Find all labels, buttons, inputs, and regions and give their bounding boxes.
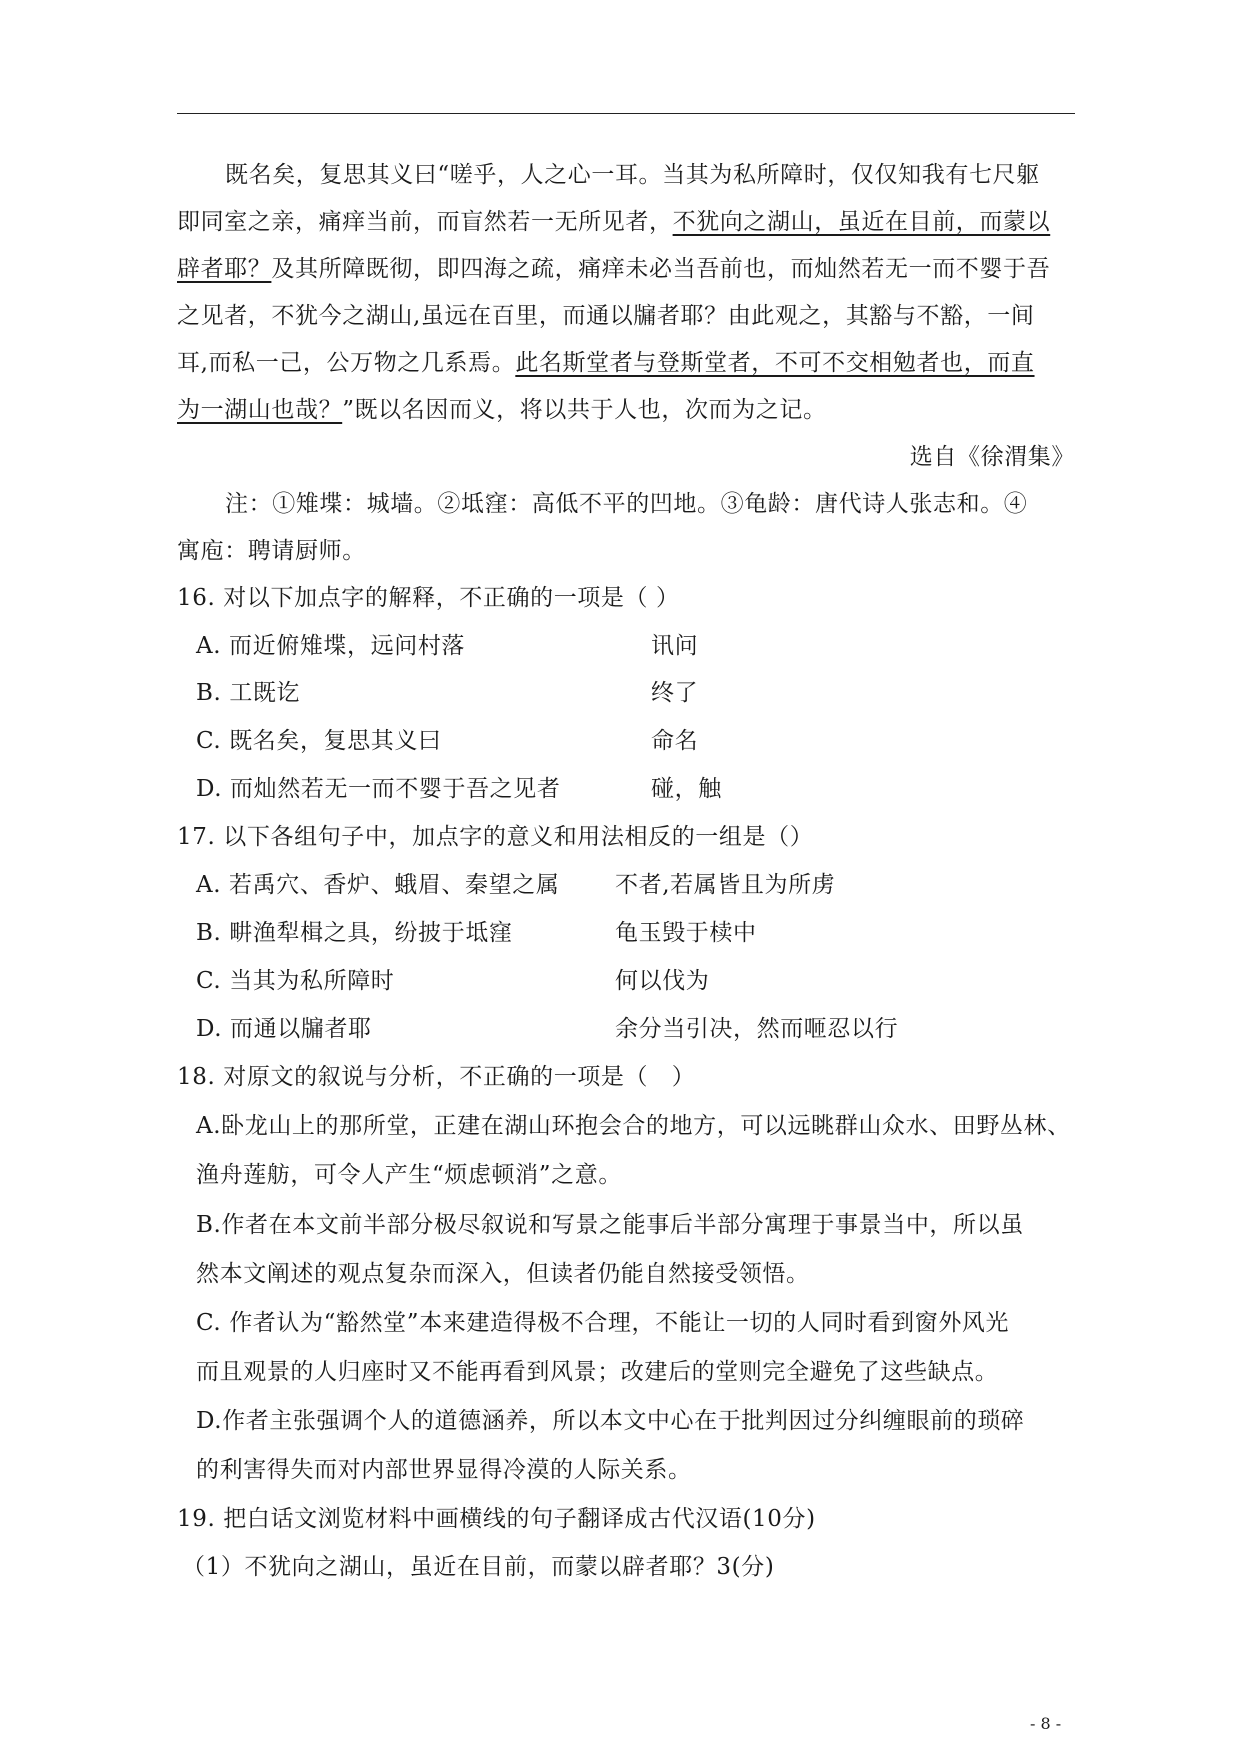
passage-text: 耳,而私一己，公万物之几系焉。 — [177, 350, 516, 376]
q18-option-b-line-1: B.作者在本文前半部分极尽叙说和写景之能事后半部分寓理于事景当中，所以虽 — [196, 1212, 1024, 1238]
question-19-sub-1: （1）不犹向之湖山，虽近在目前，而蒙以辟者耶？3(分) — [182, 1554, 775, 1580]
q17-option-c: C. 当其为私所障时 — [196, 968, 395, 994]
question-19-stem: 19. 把白话文浏览材料中画横线的句子翻译成古代汉语(10分) — [177, 1506, 816, 1532]
passage-line-6 — [177, 395, 1075, 425]
question-17-stem: 17. 以下各组句子中，加点字的意义和用法相反的一组是（） — [177, 824, 814, 850]
passage-line-4: 之见者，不犹今之湖山,虽远在百里，而通以牖者耶？由此观之，其豁与不豁，一间 — [177, 303, 1035, 329]
question-18-stem: 18. 对原文的叙说与分析，不正确的一项是（ ） — [177, 1064, 696, 1090]
passage-text: ”既以名因而义，将以共于人也，次而为之记。 — [342, 397, 827, 423]
underlined-sentence-1: 不犹向之湖山，虽近在目前，而蒙以 — [672, 209, 1051, 235]
q16-option-d: D. 而灿然若无一而不婴于吾之见者 — [196, 776, 561, 802]
q18-option-c-line-2: 而且观景的人归座时又不能再看到风景；改建后的堂则完全避免了这些缺点。 — [196, 1359, 999, 1385]
q17-option-b: B. 畊渔犁楫之具，纷披于坻窪 — [196, 920, 513, 946]
page-number: - 8 - — [1030, 1714, 1062, 1733]
q18-option-b-line-2: 然本文阐述的观点复杂而深入，但读者仍能自然接受领悟。 — [196, 1261, 810, 1287]
q17-option-c-pair: 何以伐为 — [615, 968, 710, 994]
q18-option-c-line-1: C. 作者认为“豁然堂”本来建造得极不合理，不能让一切的人同时看到窗外风光 — [196, 1310, 1010, 1336]
q16-option-c: C. 既名矣，复思其义曰 — [196, 728, 442, 754]
passage-text: 即同室之亲，痛痒当前，而盲然若一无所见者， — [177, 209, 673, 235]
q16-option-a: A. 而近俯雉堞，远问村落 — [196, 633, 466, 659]
q18-option-d-line-2: 的利害得失而对内部世界显得冷漠的人际关系。 — [196, 1457, 692, 1483]
q17-option-d: D. 而通以牖者耶 — [196, 1016, 372, 1042]
source-citation: 选自《徐渭集》 — [909, 444, 1075, 470]
q17-option-b-pair: 龟玉毁于椟中 — [615, 920, 757, 946]
q16-option-b: B. 工既讫 — [196, 680, 301, 706]
q17-option-d-pair: 余分当引决，然而咂忍以行 — [615, 1016, 899, 1042]
underlined-sentence-1-end: 辟者耶？ — [177, 256, 272, 282]
note-line-2: 寓庖：聘请厨师。 — [177, 538, 366, 564]
question-16-stem: 16. 对以下加点字的解释，不正确的一项是（ ） — [177, 585, 680, 611]
passage-line-5 — [177, 348, 1075, 378]
passage-line-3 — [177, 254, 1075, 284]
q17-option-a: A. 若禹穴、香炉、蛾眉、秦望之属 — [196, 872, 560, 898]
q16-option-d-gloss: 碰，触 — [651, 776, 722, 802]
q16-option-a-gloss: 讯问 — [651, 633, 699, 659]
q17-option-a-pair: 不者,若属皆且为所虏 — [615, 872, 836, 898]
q18-option-a-line-1: A.卧龙山上的那所堂，正建在湖山环抱会合的地方，可以远眺群山众水、田野丛林、 — [196, 1113, 1071, 1139]
underlined-sentence-2: 此名斯堂者与登斯堂者，不可不交相勉者也，而直 — [515, 350, 1035, 376]
q16-option-b-gloss: 终了 — [651, 680, 699, 706]
header-rule — [177, 113, 1075, 114]
passage-line-1: 既名矣，复思其义曰“嗟乎，人之心一耳。当其为私所障时，仅仅知我有七尺躯 — [225, 162, 1040, 188]
note-line-1: 注：①雉堞：城墙。②坻窪：高低不平的凹地。③龟龄：唐代诗人张志和。④ — [225, 491, 1028, 517]
q16-option-c-gloss: 命名 — [651, 728, 699, 754]
q18-option-d-line-1: D.作者主张强调个人的道德涵养，所以本文中心在于批判因过分纠缠眼前的琐碎 — [196, 1408, 1025, 1434]
underlined-sentence-2-end: 为一湖山也哉？ — [177, 397, 343, 423]
passage-line-2 — [177, 207, 1075, 237]
q18-option-a-line-2: 渔舟莲舫，可令人产生“烦虑顿消”之意。 — [196, 1162, 622, 1188]
passage-text: 及其所障既彻，即四海之疏，痛痒未必当吾前也，而灿然若无一而不婴于吾 — [271, 256, 1051, 282]
